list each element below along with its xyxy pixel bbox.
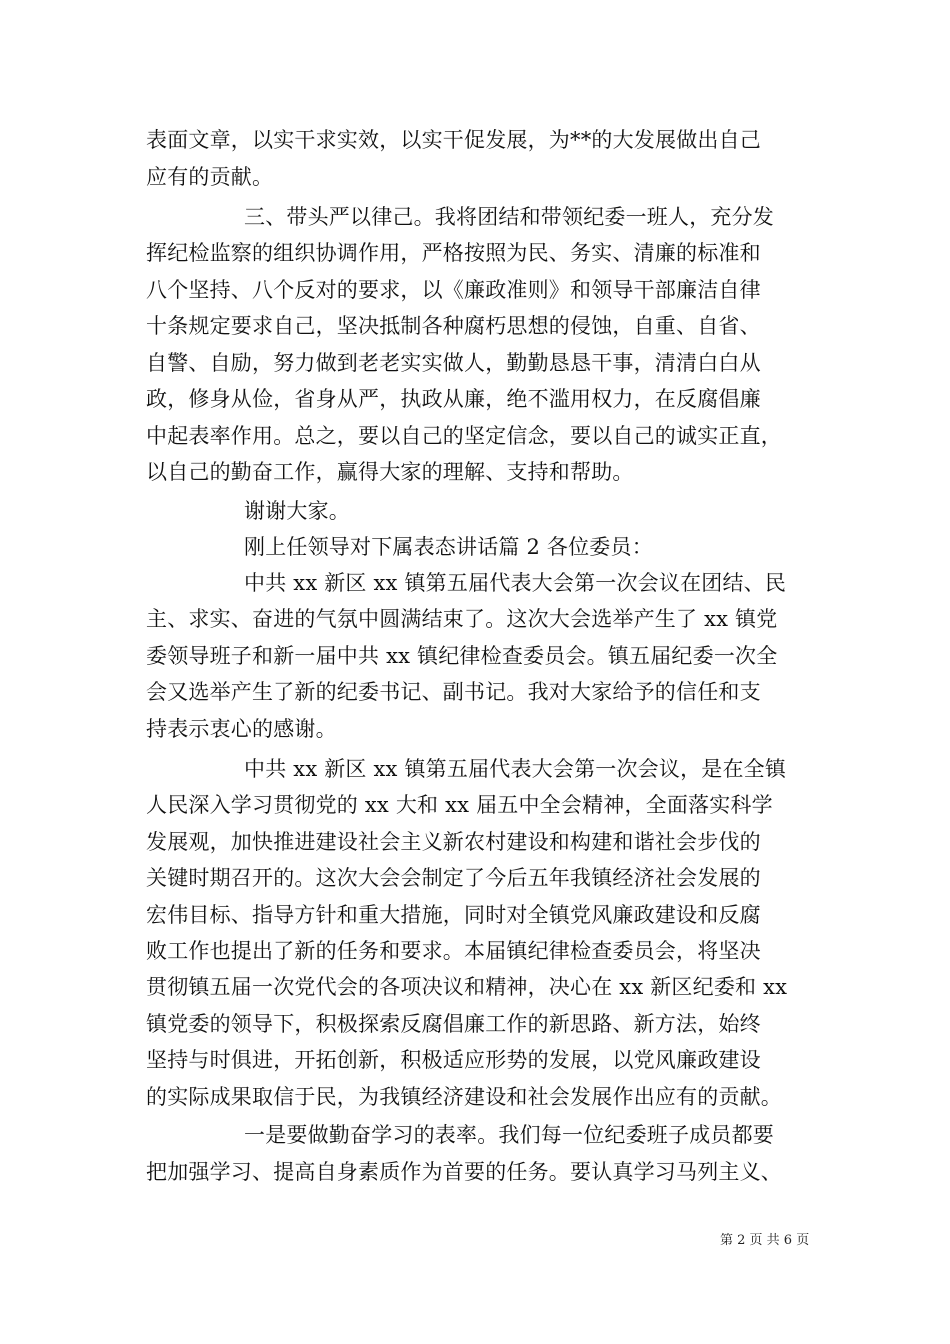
text-line: 坚持与时俱进，开拓创新，积极适应形势的发展，以党风廉政建设 (146, 1048, 761, 1072)
text-line: 中共 xx 新区 xx 镇第五届代表大会第一次会议在团结、民 (244, 571, 787, 595)
text-line: 把加强学习、提高自身素质作为首要的任务。要认真学习马列主义、 (146, 1160, 782, 1184)
text-line: 中起表率作用。总之，要以自己的坚定信念，要以自己的诚实正直， (146, 424, 782, 448)
text-line: 败工作也提出了新的任务和要求。本届镇纪律检查委员会，将坚决 (146, 939, 761, 963)
text-line: 以自己的勤奋工作，赢得大家的理解、支持和帮助。 (146, 460, 634, 484)
text-line: 三、带头严以律己。我将团结和带领纪委一班人，充分发 (244, 205, 774, 229)
text-line: 应有的贡献。 (146, 165, 274, 189)
text-line: 发展观，加快推进建设社会主义新农村建设和构建和谐社会步伐的 (146, 830, 761, 854)
section-heading: 刚上任领导对下属表态讲话篇 2 各位委员： (244, 535, 653, 559)
text-line: 关键时期召开的。这次大会会制定了今后五年我镇经济社会发展的 (146, 866, 761, 890)
text-line: 人民深入学习贯彻党的 xx 大和 xx 届五中全会精神，全面落实科学 (146, 793, 773, 817)
text-line: 持表示衷心的感谢。 (146, 717, 337, 741)
text-line: 八个坚持、八个反对的要求，以《廉政准则》和领导干部廉洁自律 (146, 278, 761, 302)
text-line: 挥纪检监察的组织协调作用，严格按照为民、务实、清廉的标准和 (146, 241, 761, 265)
text-line: 的实际成果取信于民，为我镇经济建设和社会发展作出应有的贡献。 (146, 1085, 782, 1109)
text-line: 中共 xx 新区 xx 镇第五届代表大会第一次会议，是在全镇 (244, 757, 787, 781)
text-line: 会又选举产生了新的纪委书记、副书记。我对大家给予的信任和支 (146, 680, 761, 704)
text-line: 谢谢大家。 (244, 499, 350, 523)
text-line: 镇党委的领导下，积极探索反腐倡廉工作的新思路、新方法，始终 (146, 1012, 761, 1036)
text-line: 主、求实、奋进的气氛中圆满结束了。这次大会选举产生了 xx 镇党 (146, 607, 778, 631)
text-line: 宏伟目标、指导方针和重大措施，同时对全镇党风廉政建设和反腐 (146, 903, 761, 927)
text-line: 一是要做勤奋学习的表率。我们每一位纪委班子成员都要 (244, 1123, 774, 1147)
page-number: 第 2 页 共 6 页 (720, 1233, 810, 1248)
text-line: 自警、自励，努力做到老老实实做人，勤勤恳恳干事，清清白白从 (146, 351, 761, 375)
text-line: 表面文章，以实干求实效，以实干促发展，为**的大发展做出自己 (146, 128, 761, 152)
text-line: 委领导班子和新一届中共 xx 镇纪律检查委员会。镇五届纪委一次全 (146, 644, 778, 668)
text-line: 政，修身从俭，省身从严，执政从廉，绝不滥用权力，在反腐倡廉 (146, 387, 761, 411)
text-line: 十条规定要求自己，坚决抵制各种腐朽思想的侵蚀，自重、自省、 (146, 314, 761, 338)
text-line: 贯彻镇五届一次党代会的各项决议和精神，决心在 xx 新区纪委和 xx (146, 975, 788, 999)
